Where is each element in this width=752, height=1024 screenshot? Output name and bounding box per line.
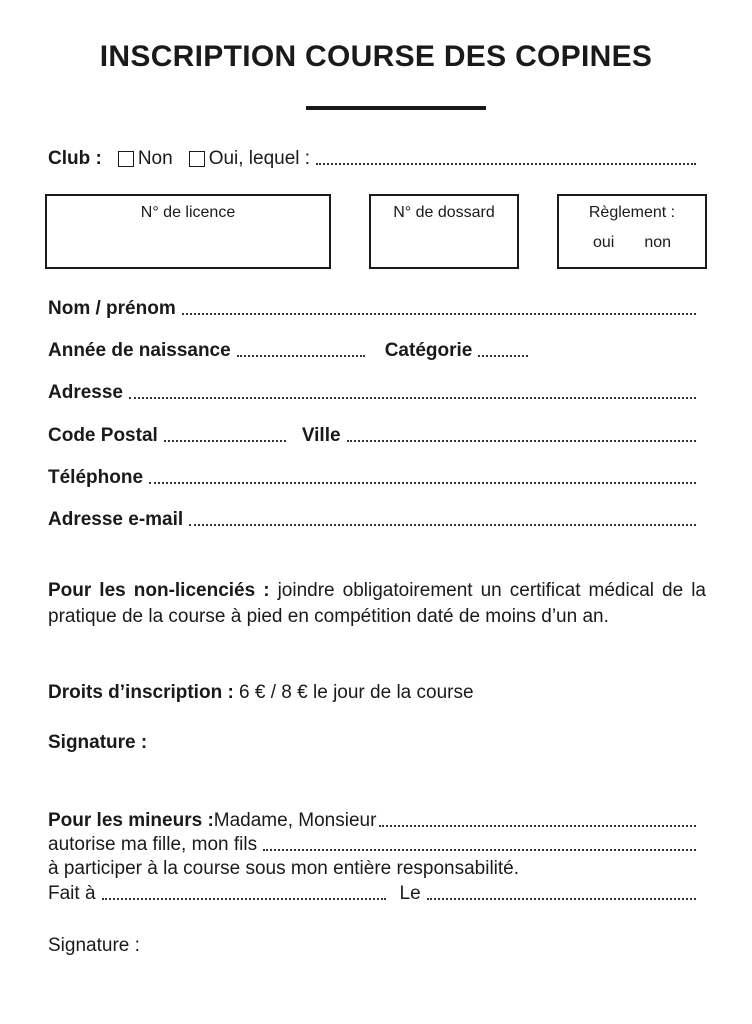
- club-option-yes[interactable]: [189, 148, 310, 170]
- non-licencies-label: Pour les non-licenciés :: [48, 580, 270, 601]
- reglement-no-option[interactable]: non: [644, 234, 672, 251]
- categorie-label: Catégorie: [384, 340, 473, 361]
- ville-field[interactable]: [347, 438, 696, 442]
- annee-categorie-row: [48, 336, 698, 362]
- title-underline: [306, 106, 486, 110]
- licence-box[interactable]: [45, 194, 331, 269]
- reglement-yes-option[interactable]: oui: [592, 234, 615, 251]
- fait-a-label: Fait à: [48, 883, 96, 904]
- annee-label: Année de naissance: [48, 340, 231, 361]
- mineurs-row2: [48, 830, 698, 856]
- dossard-box[interactable]: [369, 194, 519, 269]
- club-option-no-label: Non: [137, 148, 173, 169]
- reglement-box: [557, 194, 707, 269]
- signature-bottom-label: Signature :: [48, 935, 140, 956]
- form-title: INSCRIPTION COURSE DES COPINES: [99, 40, 653, 73]
- non-licencies-text: joindre obligatoirement un certificat médical de la pratique de la course à pied en compétition daté de moins d’un an.: [48, 580, 706, 627]
- club-row: [48, 144, 698, 170]
- checkbox-yes[interactable]: [189, 151, 205, 167]
- checkbox-no[interactable]: [118, 151, 134, 167]
- mineurs-line2: autorise ma fille, mon fils: [48, 834, 258, 855]
- adresse-label: Adresse: [48, 382, 123, 403]
- droits-paragraph: [48, 680, 706, 706]
- nom-row: [48, 294, 698, 320]
- child-name-field[interactable]: [263, 847, 696, 851]
- telephone-label: Téléphone: [48, 467, 144, 488]
- fait-a-field[interactable]: [102, 896, 386, 900]
- club-name-field[interactable]: [316, 161, 696, 165]
- adresse-row: [48, 378, 698, 404]
- droits-text: 6 € / 8 € le jour de la course: [233, 682, 474, 703]
- licence-box-label: N° de licence: [140, 204, 236, 221]
- signature-label: Signature :: [48, 732, 148, 753]
- nom-label: Nom / prénom: [48, 298, 176, 319]
- club-option-no[interactable]: [118, 148, 173, 170]
- telephone-row: [48, 463, 698, 489]
- mineurs-line3: à participer à la course sous mon entière responsabilité.: [48, 858, 520, 879]
- cp-ville-row: [48, 421, 698, 447]
- email-label: Adresse e-mail: [48, 509, 184, 530]
- mineurs-row3: [48, 854, 698, 880]
- adresse-field[interactable]: [129, 395, 696, 399]
- reglement-box-label: Règlement :: [588, 204, 676, 221]
- mineurs-row1: [48, 806, 698, 832]
- code-postal-field[interactable]: [164, 438, 286, 442]
- fait-a-row: [48, 879, 698, 905]
- email-field[interactable]: [189, 522, 696, 526]
- parent-name-field[interactable]: [379, 823, 696, 827]
- code-postal-label: Code Postal: [48, 425, 158, 446]
- email-row: [48, 505, 698, 531]
- le-label: Le: [399, 883, 421, 904]
- droits-label: Droits d’inscription :: [48, 682, 234, 703]
- club-option-yes-label: Oui, lequel :: [208, 148, 311, 169]
- telephone-field[interactable]: [149, 480, 696, 484]
- mineurs-label: Pour les mineurs :: [48, 810, 214, 831]
- date-field[interactable]: [427, 896, 696, 900]
- categorie-field[interactable]: [478, 353, 528, 357]
- non-licencies-paragraph: [48, 578, 706, 630]
- dossard-box-label: N° de dossard: [393, 204, 495, 221]
- annee-field[interactable]: [237, 353, 365, 357]
- mineurs-line1: Madame, Monsieur: [213, 810, 377, 831]
- nom-field[interactable]: [182, 311, 696, 315]
- ville-label: Ville: [301, 425, 341, 446]
- club-label: Club :: [48, 148, 102, 169]
